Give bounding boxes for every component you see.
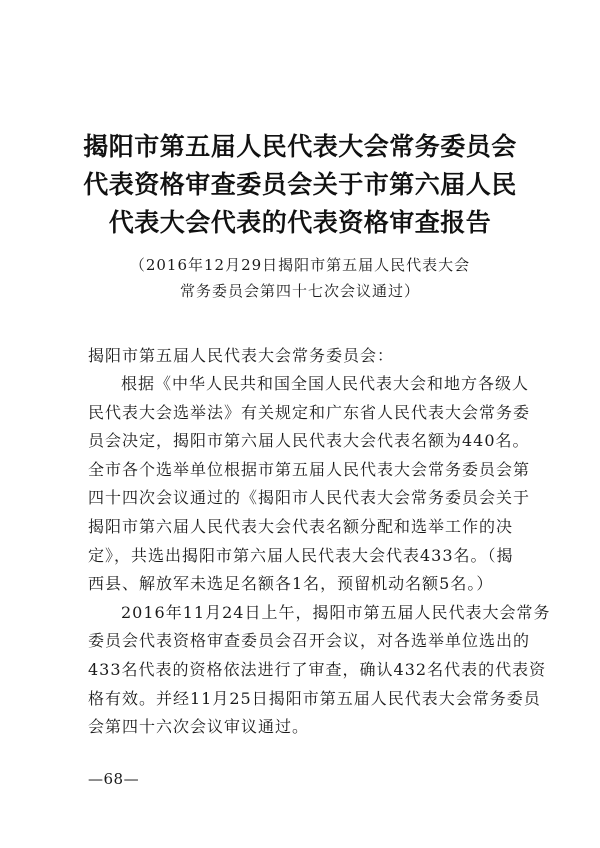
page-number: —68— xyxy=(88,770,140,788)
paragraph-line: 四十四次会议通过的《揭阳市人民代表大会常务委员会关于 xyxy=(88,488,531,508)
paragraph-1 xyxy=(88,370,531,599)
report-title xyxy=(0,128,600,242)
subtitle-line: （2016年12月29日揭阳市第五届人民代表大会 xyxy=(129,256,471,274)
paragraph-line: 民代表大会选举法》有关规定和广东省人民代表大会常务委 xyxy=(88,402,531,422)
paragraph-line: 根据《中华人民共和国全国人民代表大会和地方各级人 xyxy=(121,374,530,393)
title-line: 揭阳市第五届人民代表大会常务委员会 xyxy=(83,132,517,161)
paragraph-line: 全市各个选举单位根据市第五届人民代表大会常务委员会第 xyxy=(88,459,531,479)
report-body xyxy=(88,342,551,742)
paragraph-line: 格有效。并经11月25日揭阳市第五届人民代表大会常务委员 xyxy=(88,688,541,708)
adoption-note xyxy=(0,252,600,304)
paragraph-line: 西县、解放军未选足名额各1名，预留机动名额5名。） xyxy=(88,574,494,594)
paragraph-line: 会第四十六次会议审议通过。 xyxy=(88,717,310,737)
paragraph-line: 揭阳市第六届人民代表大会代表名额分配和选举工作的决 xyxy=(88,516,514,536)
title-line: 代表资格审查委员会关于市第六届人民 xyxy=(83,170,517,199)
paragraph-line: 定》，共选出揭阳市第六届人民代表大会代表433名。（揭 xyxy=(88,545,514,565)
paragraph-line: 433名代表的资格依法进行了审查，确认432名代表的代表资 xyxy=(88,659,547,679)
paragraph-2 xyxy=(88,599,551,742)
salutation: 揭阳市第五届人民代表大会常务委员会： xyxy=(88,346,395,365)
paragraph-line: 员会决定，揭阳市第六届人民代表大会代表名额为440名。 xyxy=(88,431,530,451)
title-line: 代表大会代表的代表资格审查报告 xyxy=(108,208,492,237)
paragraph-line: 2016年11月24日上午，揭阳市第五届人民代表大会常务 xyxy=(121,602,551,622)
paragraph-line: 委员会代表资格审查委员会召开会议，对各选举单位选出的 xyxy=(88,631,531,651)
subtitle-line: 常务委员会第四十七次会议通过） xyxy=(179,282,420,300)
